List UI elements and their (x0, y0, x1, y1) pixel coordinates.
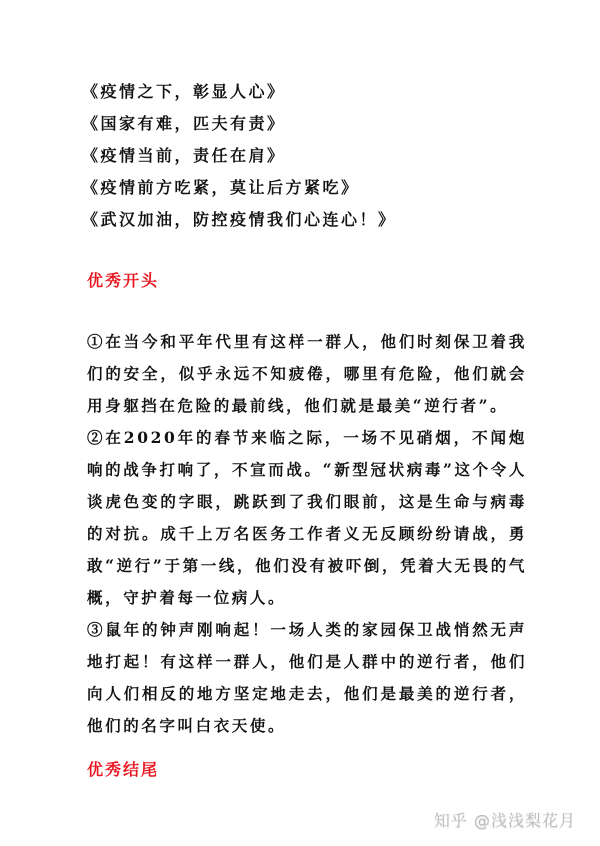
paragraph: ①在当今和平年代里有这样一群人，他们时刻保卫着我们的安全，似乎永远不知疲倦，哪里有危险，他们就会用身躯挡在危险的最前线，他们就是最美“逆行者”。 (87, 332, 527, 415)
title-item: 《疫情前方吃紧，莫让后方紧吃》 (82, 178, 360, 197)
paragraph: ③鼠年的钟声刚响起！一场人类的家园保卫战悄然无声地打起！有这样一群人，他们是人群中的逆行者，他们向人们相反的地方坚定地走去，他们是最美的逆行者，他们的名字叫白衣天使。 (87, 620, 527, 735)
paragraph: ②在2020年的春节来临之际，一场不见硝烟，不闻炮响的战争打响了，不宣而战。“新型冠状病毒”这个令人谈虎色变的字眼，跳跃到了我们眼前，这是生命与病毒的对抗。成千上万名医务工作者义无反顾纷纷请战，勇敢“逆行”于第一线，他们没有被吓倒，凭着大无畏的气概，守护着每一位病人。 (87, 428, 527, 607)
title-item: 《疫情之下，彰显人心》 (82, 82, 286, 101)
title-item: 《武汉加油，防控疫情我们心连心！》 (82, 210, 397, 229)
title-item: 《国家有难，匹夫有责》 (82, 114, 286, 133)
watermark: 知乎 @浅浅梨花月 (433, 811, 576, 830)
title-item: 《疫情当前，责任在肩》 (82, 146, 286, 165)
section-heading-closing: 优秀结尾 (87, 760, 160, 779)
opening-paragraphs (87, 326, 527, 742)
title-list (82, 76, 397, 236)
section-heading-opening: 优秀开头 (87, 271, 160, 290)
